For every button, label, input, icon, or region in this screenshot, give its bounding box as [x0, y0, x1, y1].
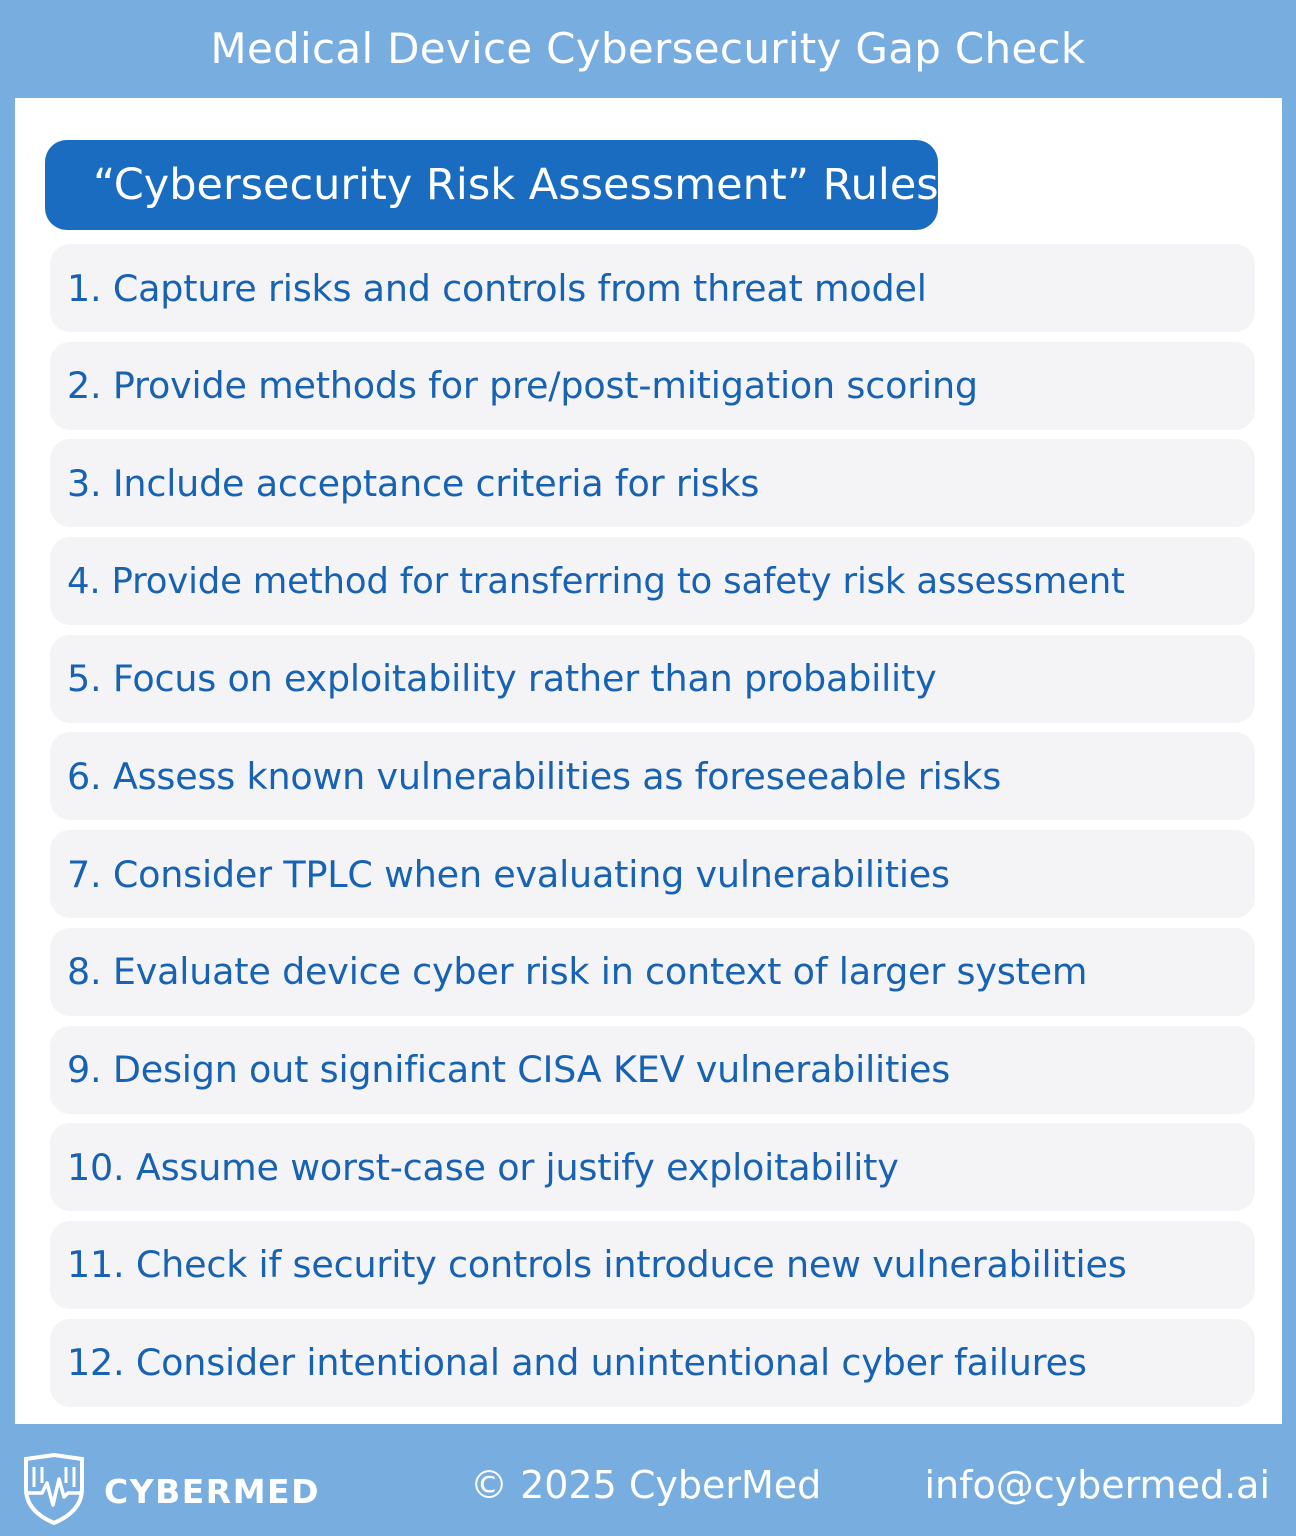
copyright-text: © 2025 CyberMed [470, 1463, 822, 1507]
rule-item [50, 244, 1255, 332]
section-title: “Cybersecurity Risk Assessment” Rules [93, 160, 939, 210]
rule-item [50, 342, 1255, 430]
rule-text: 11. Check if security controls introduce new vulnerabilities [67, 1243, 1127, 1287]
rule-text: 12. Consider intentional and unintentional cyber failures [67, 1341, 1087, 1385]
header-bar [0, 0, 1296, 97]
rule-item [50, 928, 1255, 1016]
section-header [45, 140, 938, 230]
rule-text: 5. Focus on exploitability rather than probability [67, 657, 937, 701]
rule-item [50, 1221, 1255, 1309]
rule-item [50, 537, 1255, 625]
rule-text: 3. Include acceptance criteria for risks [67, 461, 760, 505]
contact-email[interactable]: info@cybermed.ai [924, 1463, 1270, 1507]
rule-text: 2. Provide methods for pre/post-mitigation scoring [67, 364, 978, 408]
footer-bar [0, 1425, 1296, 1536]
rules-list [50, 244, 1255, 1416]
rule-text: 7. Consider TPLC when evaluating vulnerabilities [67, 852, 950, 896]
shield-heartbeat-icon [22, 1453, 86, 1529]
rule-item [50, 732, 1255, 820]
rule-item [50, 1319, 1255, 1407]
rule-text: 10. Assume worst-case or justify exploitability [67, 1145, 899, 1189]
rule-text: 6. Assess known vulnerabilities as foreseeable risks [67, 754, 1002, 798]
rule-text: 9. Design out significant CISA KEV vulnerabilities [67, 1048, 951, 1091]
logo-text: CYBERMED [104, 1471, 320, 1511]
rule-item [50, 439, 1255, 527]
rule-item [50, 1026, 1255, 1114]
rule-text: 4. Provide method for transferring to safety risk assessment [67, 560, 1125, 602]
rule-item [50, 635, 1255, 723]
rule-text: 1. Capture risks and controls from threat model [67, 266, 927, 310]
content-panel [15, 98, 1282, 1424]
cybermed-logo [22, 1453, 320, 1529]
rule-text: 8. Evaluate device cyber risk in context of larger system [67, 950, 1088, 994]
rule-item [50, 1123, 1255, 1211]
rule-item [50, 830, 1255, 918]
page-title: Medical Device Cybersecurity Gap Check [210, 24, 1086, 73]
